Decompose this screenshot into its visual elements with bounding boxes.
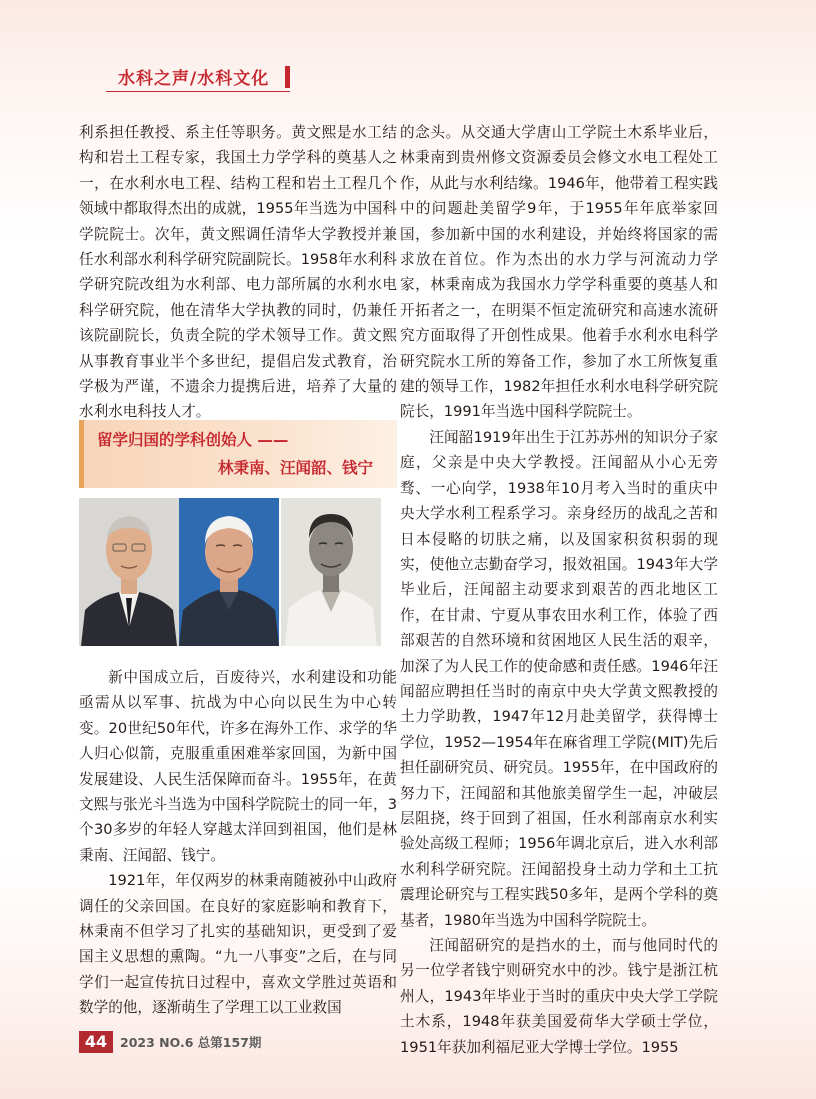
paragraph: 汪闻韶1919年出生于江苏苏州的知识分子家庭，父亲是中央大学教授。汪闻韶从小心无旁骛、一心向学，1938年10月考入当时的重庆中央大学水利工程系学习。亲身经历的战乱之苦和日本侵略的切肤之痛，以及国家积贫积弱的现实，使他立志勤奋学习，报效祖国。1943年大学毕业后，汪闻韶主动要求到艰苦的西北地区工作，在甘肃、宁夏从事农田水利工作，体验了西部艰苦的自然环境和贫困地区人民生活的艰辛，加深了为人民工作的使命感和责任感。1946年汪闻韶应聘担任当时的南京中央大学黄文熙教授的土力学助教，1947年12月赴美留学，获得博士学位，1952—1954年在麻省理工学院(MIT)先后担任副研究员、研究员。1955年，在中国政府的努力下，汪闻韶和其他旅美留学生一起，冲破层层阻挠，终于回到了祖国，任水利部南京水利实验处高级工程师；1956年调北京后，进入水利部水利科学研究院。汪闻韶投身土动力学和土工抗震理论研究与工程实践50多年，是两个学科的奠基者，1980年当选为中国科学院院士。 — [400, 428, 718, 929]
paragraph: 利系担任教授、系主任等职务。黄文熙是水工结构和岩土工程专家，我国土力学学科的奠基人之一，在水利水电工程、结构工程和岩土工程几个领域中都取得杰出的成就，1955年当选为中国科学院院士。次年，黄文熙调任清华大学教授并兼任水利部水利科学研究院副院长。1958年水利科学研究院改组为水利部、电力部所属的水利水电科学研究院，他在清华大学执教的同时，仍兼任该院副院长，负责全院的学术领导工作。黄文熙从事教育事业半个多世纪，提倡启发式教育，治学极为严谨，不遗余力提携后进，培养了大量的水利水电科技人才。 — [79, 124, 397, 421]
page-number: 44 — [79, 1031, 113, 1053]
left-column-top — [79, 120, 397, 425]
paragraph: 1921年，年仅两岁的林秉南随被孙中山政府调任的父亲回国。在良好的家庭影响和教育下，林秉南不但学习了扎实的基础知识，更受到了爱国主义思想的熏陶。“九一八事变”之后，在与同学们一起宣传抗日过程中，喜欢文学胜过英语和数学的他，逐渐萌生了学理工以工业救国 — [79, 872, 397, 1017]
paragraph: 汪闻韶研究的是挡水的土，而与他同时代的另一位学者钱宁则研究水中的沙。钱宁是浙江杭州人，1943年毕业于当时的重庆中央大学工学院土木系，1948年获美国爱荷华大学硕士学位，1951年获加利福尼亚大学博士学位。1955 — [400, 937, 718, 1056]
portrait-photos — [79, 498, 397, 646]
right-column — [400, 120, 718, 1060]
section-bar — [285, 66, 290, 88]
section-header — [106, 62, 290, 92]
subheading-line-1: 留学归国的学科创始人 —— — [97, 431, 289, 449]
issue-info: 2023 NO.6 总第157期 — [120, 1035, 262, 1050]
portrait-lin-bingnan — [79, 498, 179, 646]
subheading-box — [79, 420, 397, 488]
subheading-line-2: 林秉南、汪闻韶、钱宁 — [217, 459, 373, 477]
subheading-bar — [79, 420, 84, 488]
portrait-wang-wenshao — [179, 498, 279, 646]
section-title: 水科之声/水科文化 — [118, 69, 270, 89]
portrait-qian-ning — [281, 498, 381, 646]
paragraph: 新中国成立后，百废待兴，水利建设和功能亟需从以军事、抗战为中心向以民生为中心转变。20世纪50年代，许多在海外工作、求学的华人归心似箭，克服重重困难举家回国，为新中国发展建设、人民生活保障而奋斗。1955年，在黄文熙与张光斗当选为中国科学院院士的同一年，3个30多岁的年轻人穿越太洋回到祖国，他们是林秉南、汪闻韶、钱宁。 — [79, 669, 397, 864]
paragraph: 的念头。从交通大学唐山工学院土木系毕业后，林秉南到贵州修文资源委员会修文水电工程处工作，从此与水利结缘。1946年，他带着工程实践中的问题赴美留学9年，于1955年年底举家回国，参加新中国的水利建设，并始终将国家的需求放在首位。作为杰出的水力学与河流动力学家，林秉南成为我国水力学学科重要的奠基人和开拓者之一，在明渠不恒定流研究和高速水流研究方面取得了开创性成果。他着手水利水电科学研究院水工所的筹备工作，参加了水工所恢复重建的领导工作，1982年担任水利水电科学研究院院长，1991年当选中国科学院院士。 — [400, 124, 718, 421]
left-column-bottom — [79, 665, 397, 1021]
